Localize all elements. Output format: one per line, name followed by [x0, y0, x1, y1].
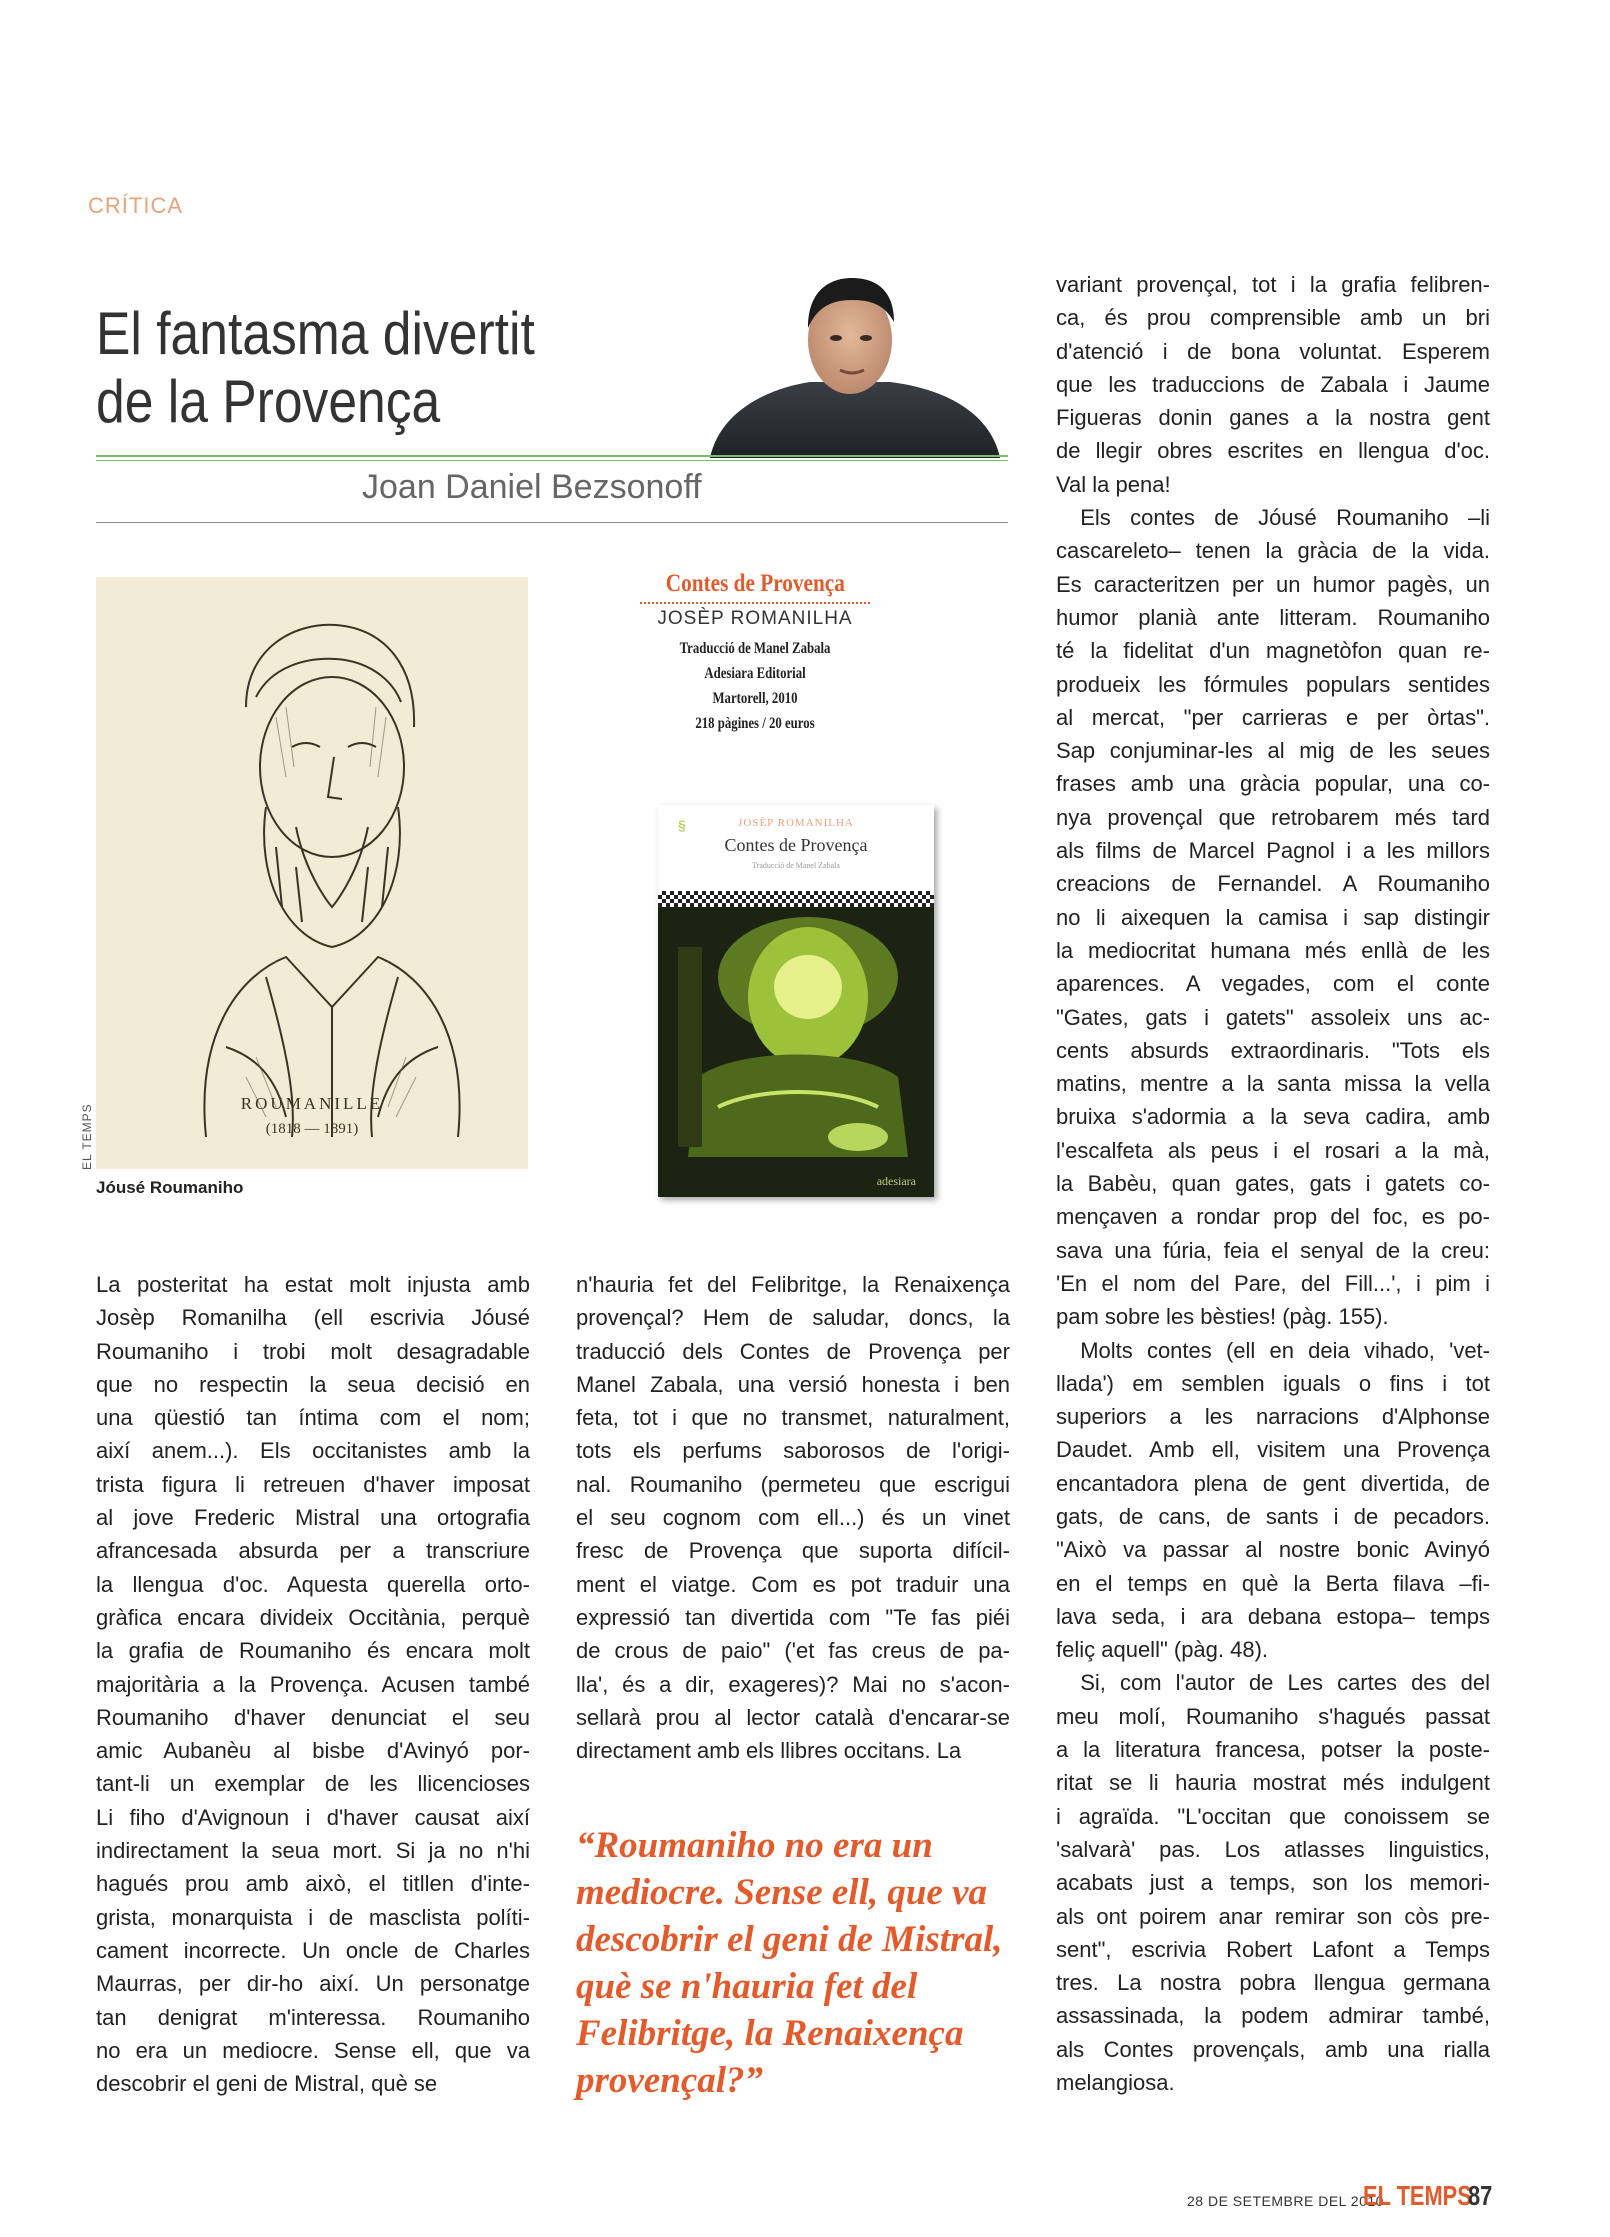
text-line: el seu cognom com ell...) és un vinet [576, 1505, 1010, 1531]
text-line: frases amb una gràcia popular, una co- [1056, 771, 1490, 797]
book-publisher: Adesiara Editorial [704, 665, 806, 682]
text-line: 'salvarà' pas. Los atlasses linguistics, [1056, 1836, 1490, 1862]
text-line: amic Aubanèu al bisbe d'Avinyó por- [96, 1738, 530, 1764]
text-line: produeix les fórmules populars sentides [1056, 671, 1490, 697]
text-line: Es caracteritzen per un humor pagès, un [1056, 571, 1490, 597]
text-line: lava seda, i ara debana estopa– temps [1056, 1603, 1490, 1629]
column-1-text [96, 1268, 530, 2100]
author-portrait-photo [700, 270, 1012, 458]
article-title-line1: El fantasma divertit [96, 300, 535, 367]
text-line: la Babèu, quan gates, gats i gatets co- [1056, 1171, 1490, 1197]
text-line: "Això va passar al nostre bonic Avinyó [1056, 1537, 1490, 1563]
text-line: trista figura li retreuen d'haver imposat [96, 1471, 530, 1497]
text-line: una qüestió tan íntima com el nom; [96, 1405, 530, 1431]
title-rule [96, 455, 1008, 457]
text-line: humor planià ante litteram. Roumaniho [1056, 604, 1490, 630]
text-line: d'atenció i de bona voluntat. Esperem [1056, 338, 1490, 364]
text-line: en el temps en què la Berta filava –fi- [1056, 1570, 1490, 1596]
text-line: acabats just a temps, son los memori- [1056, 1870, 1490, 1896]
text-line: creacions de Fernandel. A Roumaniho [1056, 871, 1490, 897]
text-line: cascareleto– tenen la gràcia de la vida. [1056, 538, 1490, 564]
text-line: meu molí, Roumaniho s'hagués passat [1056, 1703, 1490, 1729]
text-line: la mediocritat humana més enllà de les [1056, 937, 1490, 963]
text-line: Roumaniho d'haver denunciat el seu [96, 1704, 530, 1730]
text-line: sellarà prou al lector català d'encarar-se [576, 1704, 1010, 1730]
text-line: la grafia de Roumaniho és encara molt [96, 1638, 530, 1664]
text-line: Els contes de Jóusé Roumaniho –li [1080, 505, 1490, 531]
text-line: aparences. A vegades, com el conte [1056, 971, 1490, 997]
text-line: directament amb els llibres occitans. La [576, 1738, 962, 1764]
book-title: Contes de Provença [665, 570, 845, 597]
article-author: Joan Daniel Bezsonoff [362, 468, 702, 506]
text-line: pam sobre les bèsties! (pàg. 155). [1056, 1304, 1389, 1330]
text-line: provençal? Hem de saludar, doncs, la [576, 1305, 1010, 1331]
column-2-text [576, 1268, 1010, 1767]
text-line: nal. Roumaniho (permeteu que escrigui [576, 1471, 1010, 1497]
text-line: encantadora plena de gent divertida, de [1056, 1470, 1490, 1496]
text-line: l'escalfeta als peus i el rosari a la mà, [1056, 1137, 1490, 1163]
photo-caption: Jóusé Roumaniho [96, 1178, 244, 1197]
text-line: de llegir obres escrites en llengua d'oc. [1056, 438, 1490, 464]
text-line: Manel Zabala, una versió honesta i ben [576, 1371, 1010, 1397]
book-author: JOSÈP ROMANILHA [657, 608, 853, 629]
text-line: Si, com l'autor de Les cartes des del [1080, 1670, 1490, 1696]
text-line: n'hauria fet del Felibritge, la Renaixença [576, 1272, 1010, 1297]
text-line: Molts contes (ell en deia vihado, 'vet- [1080, 1337, 1490, 1363]
roumanille-engraving [96, 577, 528, 1169]
text-line: Daudet. Amb ell, visitem una Provença [1056, 1437, 1490, 1463]
text-line: matins, mentre a la santa missa la vella [1056, 1071, 1490, 1097]
text-line: així anem...). Els occitanistes amb la [96, 1438, 530, 1464]
text-line: sava una fúria, feia el senyal de la creu: [1056, 1237, 1490, 1263]
text-line: ritat se li hauria mostrat més indulgent [1056, 1770, 1490, 1796]
cover-publisher: adesiara [876, 1174, 916, 1188]
cover-logo-icon: § [678, 817, 686, 833]
book-place-year: Martorell, 2010 [712, 690, 798, 707]
text-line: cents absurds extraordinaris. "Tots els [1056, 1037, 1490, 1063]
text-line: al jove Frederic Mistral una ortografia [96, 1505, 530, 1531]
text-line: tan denigrat m'interessa. Roumaniho [96, 2004, 530, 2030]
article-title-line2: de la Provença [96, 368, 441, 435]
text-line: al mercat, "per carrieras e per òrtas". [1056, 704, 1490, 730]
text-line: Roumaniho i trobi molt desagradable [96, 1338, 530, 1364]
book-cover [658, 805, 934, 1197]
cover-title: Contes de Provença [724, 835, 868, 855]
text-line: expressió tan divertida com "Te fas piéi [576, 1604, 1010, 1630]
article-title [96, 300, 535, 436]
text-line: a la literatura francesa, potser la poste- [1056, 1737, 1490, 1763]
body-column-1 [96, 1268, 530, 2100]
book-info [585, 570, 925, 736]
text-line: no li aixequen la camisa i sap distingir [1056, 904, 1490, 930]
text-line: ment el viatge. Com es pot traduir una [576, 1571, 1010, 1597]
text-line: té la fidelitat d'un magnetòfon quan re- [1056, 638, 1490, 664]
text-line: nya provençal que retrobarem més tard [1056, 804, 1490, 830]
text-line: que les traduccions de Zabala i Jaume [1056, 371, 1490, 397]
text-line: Sap conjuminar-les al mig de les seues [1056, 738, 1490, 764]
cover-illustration [658, 907, 934, 1197]
text-line: llada') em semblen iguals o fins i tot [1056, 1370, 1490, 1396]
cover-author: JOSÈP ROMANILHA [738, 817, 854, 829]
text-line: bruixa s'adormia a la seva cadira, amb [1056, 1104, 1490, 1130]
text-line: sent", escrivia Robert Lafont a Temps [1056, 1936, 1490, 1962]
cover-subtitle: Traducció de Manel Zabala [752, 861, 840, 870]
text-line: hagués prou amb això, el titllen d'inte- [96, 1871, 530, 1897]
text-line: variant provençal, tot i la grafia felibren- [1056, 272, 1490, 297]
text-line: mençaven a rondar prop del foc, es po- [1056, 1204, 1490, 1230]
text-line: feta, tot i que no transmet, naturalment, [576, 1405, 1010, 1431]
page-number: 87 [1468, 2180, 1493, 2211]
engraving-years: (1818 — 1891) [265, 1121, 359, 1137]
text-line: ca, és prou comprensible amb un bri [1056, 305, 1490, 331]
text-line: superiors a les narracions d'Alphonse [1056, 1404, 1490, 1430]
text-line: Maurras, per dir-ho així. Un personatge [96, 1971, 530, 1997]
pull-quote: “Roumaniho no era un mediocre. Sense ell, que va descobrir el geni de Mistral, què se n'hauria fet del Felibritge, la Renaixença provençal?” [576, 1825, 1003, 2101]
photo-credit: EL TEMPS [80, 1103, 94, 1170]
book-title-dots [640, 602, 870, 604]
text-line: majoritària a la Provença. Acusen també [96, 1671, 530, 1697]
text-line: gràfica encara divideix Occitània, perquè [96, 1604, 530, 1630]
text-line: als Contes provençals, amb una rialla [1056, 2036, 1490, 2062]
text-line: i agraïda. "L'occitan que conoissem se [1056, 1803, 1490, 1829]
text-line: Li fiho d'Avignoun i d'haver causat així [96, 1804, 530, 1830]
engraving-illustration [96, 577, 528, 1169]
text-line: assassinada, la podem admirar també, [1056, 2003, 1490, 2029]
author-rule [96, 522, 1008, 523]
text-line: "Gates, gats i gatets" assoleix uns ac- [1056, 1004, 1490, 1030]
text-line: La posteritat ha estat molt injusta amb [96, 1272, 530, 1297]
column-3-text [1056, 268, 1490, 2099]
text-line: Figueras donin ganes a la nostra gent [1056, 405, 1490, 431]
text-line: de crous de paio" ('et fas creus de pa- [576, 1638, 1010, 1664]
footer-publication: EL TEMPS [1363, 2180, 1472, 2211]
book-translation: Traducció de Manel Zabala [679, 640, 831, 657]
text-line: fresc de Provença que suporta difícil- [576, 1538, 1010, 1564]
text-line: traducció dels Contes de Provença per [576, 1338, 1010, 1364]
text-line: afrancesada absurda per a transcriure [96, 1538, 530, 1564]
cover-checker-band [658, 891, 934, 907]
text-line: que no respectin la seua decisió en [96, 1371, 530, 1397]
text-line: tres. La nostra pobra llengua germana [1056, 1970, 1490, 1996]
text-line: melangiosa. [1056, 2070, 1175, 2096]
section-label: CRÍTICA [88, 193, 183, 218]
text-line: gats, de cans, de sants i de pecadors. [1056, 1503, 1490, 1529]
text-line: cament incorrecte. Un oncle de Charles [96, 1937, 530, 1963]
text-line: no era un mediocre. Sense ell, que va [96, 2037, 530, 2063]
text-line: grista, monarquista i de masclista políti- [96, 1904, 530, 1930]
engraving-name: ROUMANILLE [240, 1094, 384, 1113]
text-line: als ont poirem anar remirar son còs pre- [1056, 1903, 1490, 1929]
body-column-2 [576, 1268, 1010, 1767]
text-line: lla', és a dir, exageres)? Mai no s'acon- [576, 1671, 1010, 1697]
text-line: tots els perfums saborosos de l'origi- [576, 1438, 1010, 1464]
text-line: indirectament la seua mort. Si ja no n'hi [96, 1838, 530, 1864]
text-line: descobrir el geni de Mistral, què se [96, 2071, 438, 2097]
text-line: la llengua d'oc. Aquesta querella orto- [96, 1571, 530, 1597]
title-rule-thin [96, 460, 1008, 461]
text-line: tant-li un exemplar de les llicencioses [96, 1771, 530, 1797]
text-line: feliç aquell" (pàg. 48). [1056, 1637, 1269, 1663]
book-pages-price: 218 pàgines / 20 euros [695, 715, 815, 732]
text-line: Val la pena! [1056, 471, 1171, 497]
text-line: Josèp Romanilha (ell escrivia Jóusé [96, 1305, 530, 1331]
text-line: als films de Marcel Pagnol i a les millors [1056, 838, 1490, 864]
body-column-3 [1056, 268, 1490, 2099]
text-line: 'En el nom del Pare, del Fill...', i pim i [1056, 1270, 1490, 1296]
footer-date: 28 DE SETEMBRE DEL 2010 [1187, 2193, 1384, 2209]
